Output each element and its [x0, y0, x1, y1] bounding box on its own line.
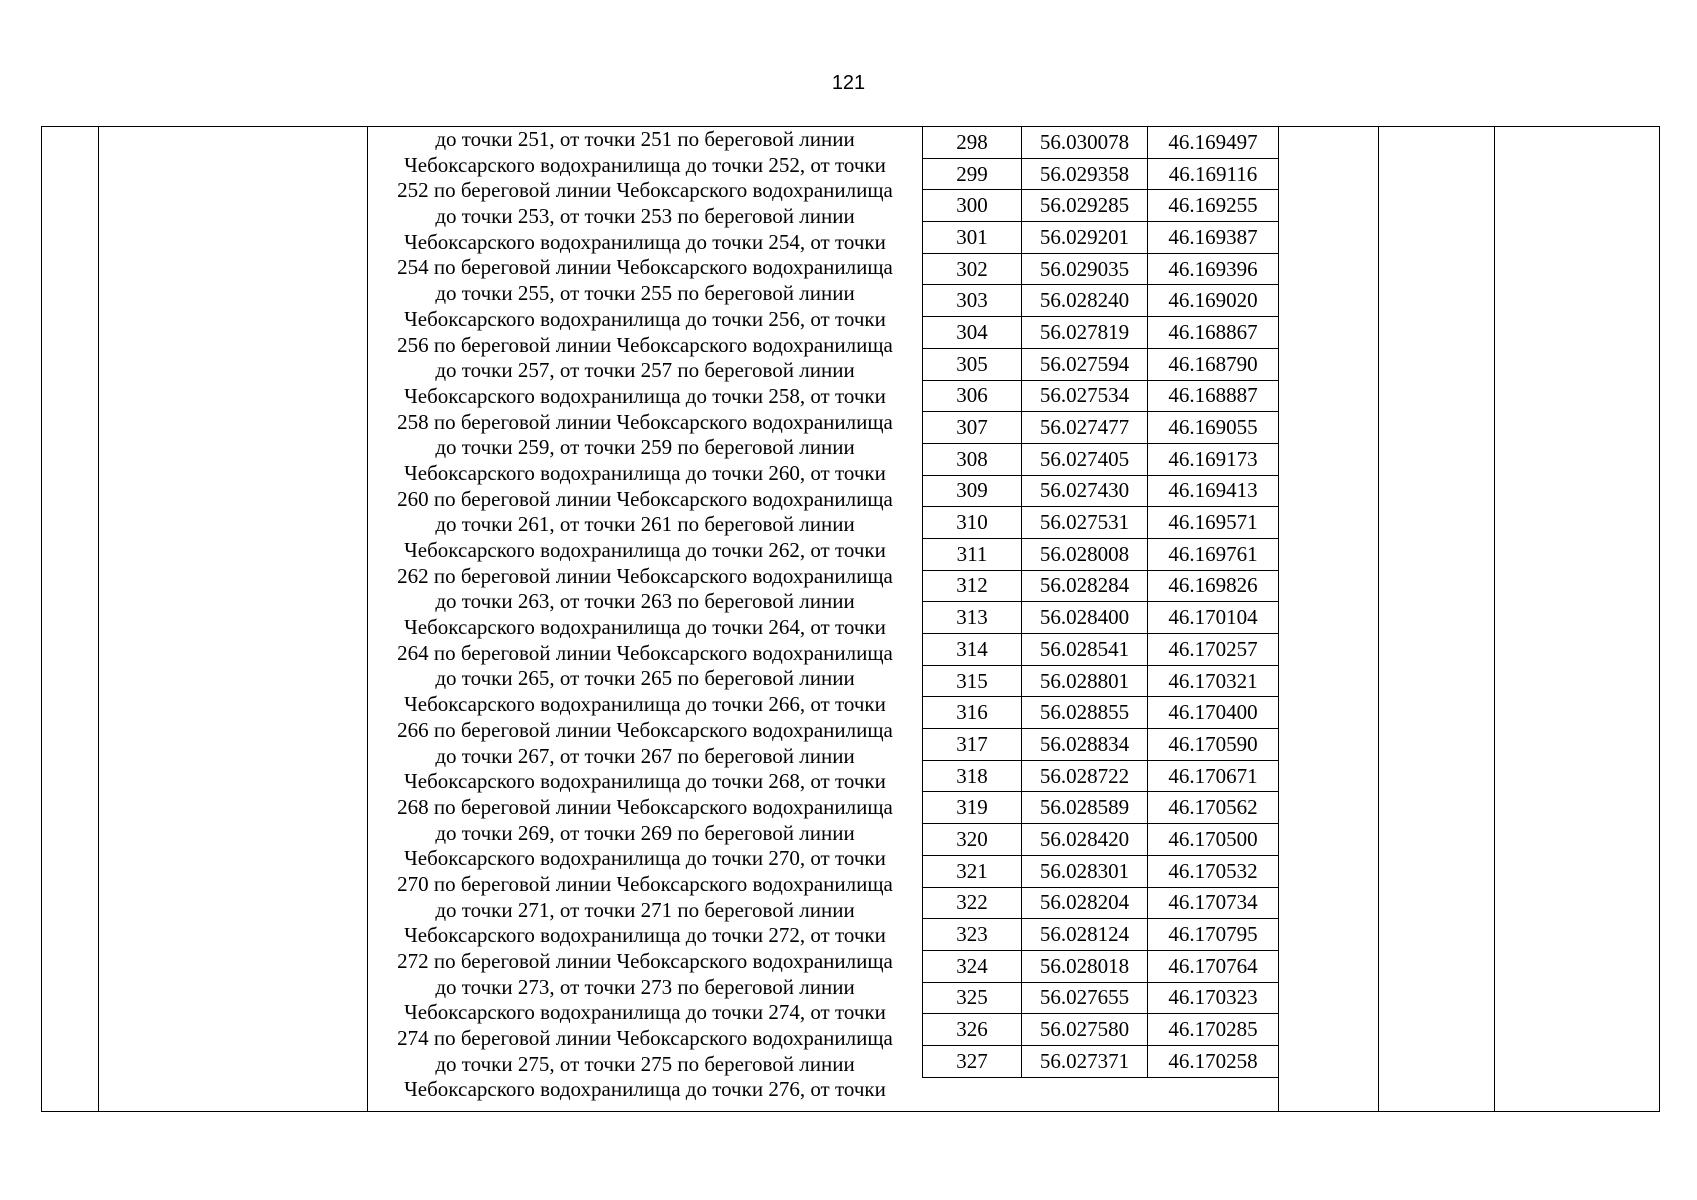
point-number-cell: 313: [923, 602, 1022, 634]
point-number-cell: 315: [923, 665, 1022, 697]
description-line: до точки 261, от точки 261 по береговой линии: [435, 512, 855, 537]
table-row: [923, 570, 1279, 602]
point-number-cell: 311: [923, 538, 1022, 570]
point-number-cell: 298: [923, 127, 1022, 159]
page-number: 121: [831, 72, 866, 94]
latitude-cell: 56.027534: [1022, 380, 1148, 412]
table-row: [923, 507, 1279, 539]
latitude-cell: 56.027594: [1022, 348, 1148, 380]
description-line: до точки 263, от точки 263 по береговой линии: [435, 589, 855, 614]
description-line: Чебоксарского водохранилища до точки 260, от точки: [404, 460, 886, 485]
point-number-cell: 317: [923, 729, 1022, 761]
latitude-cell: 56.028420: [1022, 824, 1148, 856]
point-number-cell: 307: [923, 412, 1022, 444]
longitude-cell: 46.170590: [1148, 729, 1279, 761]
longitude-cell: 46.170258: [1148, 1045, 1279, 1077]
point-number-cell: 299: [923, 158, 1022, 190]
latitude-cell: 56.028400: [1022, 602, 1148, 634]
description-line: Чебоксарского водохранилища до точки 268, от точки: [404, 769, 886, 794]
table-row: [923, 1014, 1279, 1046]
longitude-cell: 46.170532: [1148, 855, 1279, 887]
point-number-cell: 312: [923, 570, 1022, 602]
description-line: Чебоксарского водохранилища до точки 256, от точки: [404, 306, 886, 331]
table-row: [923, 475, 1279, 507]
point-number-cell: 324: [923, 950, 1022, 982]
point-number-cell: 309: [923, 475, 1022, 507]
longitude-cell: 46.169387: [1148, 222, 1279, 254]
point-number-cell: 306: [923, 380, 1022, 412]
description-line: до точки 269, от точки 269 по береговой линии: [435, 820, 855, 845]
table-row: [923, 950, 1279, 982]
latitude-cell: 56.028301: [1022, 855, 1148, 887]
latitude-cell: 56.028589: [1022, 792, 1148, 824]
description-line: Чебоксарского водохранилища до точки 252, от точки: [404, 152, 886, 177]
point-number-cell: 305: [923, 348, 1022, 380]
point-number-cell: 301: [923, 222, 1022, 254]
description-line: Чебоксарского водохранилища до точки 262, от точки: [404, 538, 886, 562]
latitude-cell: 56.028541: [1022, 634, 1148, 666]
table-row: [923, 824, 1279, 856]
point-number-cell: 319: [923, 792, 1022, 824]
description-line: 264 по береговой линии Чебоксарского водохранилища: [397, 640, 893, 665]
point-number-cell: 321: [923, 855, 1022, 887]
longitude-cell: 46.170671: [1148, 760, 1279, 792]
table-row: [923, 729, 1279, 761]
description-line: Чебоксарского водохранилища до точки 276, от точки: [404, 1077, 886, 1102]
latitude-cell: 56.027371: [1022, 1045, 1148, 1077]
description-line: до точки 255, от точки 255 по береговой линии: [435, 281, 855, 306]
table-row: [923, 158, 1279, 190]
table-row: [923, 317, 1279, 349]
table-row: [923, 127, 1279, 159]
longitude-cell: 46.169055: [1148, 412, 1279, 444]
table-row: [923, 190, 1279, 222]
longitude-cell: 46.169173: [1148, 443, 1279, 475]
description-line: 274 по береговой линии Чебоксарского водохранилища: [397, 1026, 893, 1051]
longitude-cell: 46.170285: [1148, 1014, 1279, 1046]
longitude-cell: 46.169396: [1148, 253, 1279, 285]
point-number-cell: 303: [923, 285, 1022, 317]
description-line: до точки 257, от точки 257 по береговой линии: [435, 358, 855, 383]
description-line: Чебоксарского водохранилища до точки 266, от точки: [404, 692, 886, 717]
longitude-cell: 46.170764: [1148, 950, 1279, 982]
table-row: [923, 697, 1279, 729]
table-row: [923, 443, 1279, 475]
latitude-cell: 56.027819: [1022, 317, 1148, 349]
table-row: [923, 412, 1279, 444]
table-row: [923, 887, 1279, 919]
description-line: Чебоксарского водохранилища до точки 272, от точки: [404, 923, 886, 948]
longitude-cell: 46.169761: [1148, 538, 1279, 570]
table-row: [923, 760, 1279, 792]
point-number-cell: 302: [923, 253, 1022, 285]
description-line: до точки 267, от точки 267 по береговой линии: [435, 743, 855, 768]
point-number-cell: 318: [923, 760, 1022, 792]
longitude-cell: 46.170323: [1148, 982, 1279, 1014]
table-row: [923, 919, 1279, 951]
longitude-cell: 46.169497: [1148, 127, 1279, 159]
longitude-cell: 46.170400: [1148, 697, 1279, 729]
latitude-cell: 56.027430: [1022, 475, 1148, 507]
description-line: 256 по береговой линии Чебоксарского водохранилища: [397, 332, 893, 357]
latitude-cell: 56.029285: [1022, 190, 1148, 222]
description-line: Чебоксарского водохранилища до точки 258, от точки: [404, 383, 886, 408]
latitude-cell: 56.028284: [1022, 570, 1148, 602]
point-number-cell: 327: [923, 1045, 1022, 1077]
table-row: [923, 348, 1279, 380]
point-number-cell: 314: [923, 634, 1022, 666]
longitude-cell: 46.169020: [1148, 285, 1279, 317]
table-row: [923, 634, 1279, 666]
longitude-cell: 46.170562: [1148, 792, 1279, 824]
table-row: [923, 982, 1279, 1014]
latitude-cell: 56.028018: [1022, 950, 1148, 982]
latitude-cell: 56.029035: [1022, 253, 1148, 285]
description-line: Чебоксарского водохранилища до точки 270, от точки: [404, 846, 886, 871]
point-number-cell: 320: [923, 824, 1022, 856]
longitude-cell: 46.170500: [1148, 824, 1279, 856]
description-line: 268 по береговой линии Чебоксарского водохранилища: [397, 794, 893, 819]
description-line: 252 по береговой линии Чебоксарского водохранилища: [397, 178, 893, 203]
latitude-cell: 56.028008: [1022, 538, 1148, 570]
description-line: 258 по береговой линии Чебоксарского водохранилища: [397, 409, 893, 434]
longitude-cell: 46.168887: [1148, 380, 1279, 412]
description-line: до точки 251, от точки 251 по береговой линии: [435, 127, 855, 151]
latitude-cell: 56.027655: [1022, 982, 1148, 1014]
point-number-cell: 310: [923, 507, 1022, 539]
latitude-cell: 56.028722: [1022, 760, 1148, 792]
latitude-cell: 56.028801: [1022, 665, 1148, 697]
latitude-cell: 56.027580: [1022, 1014, 1148, 1046]
boundary-description: [368, 127, 922, 1111]
table-row: [923, 1045, 1279, 1077]
table-row: [923, 222, 1279, 254]
latitude-cell: 56.029358: [1022, 158, 1148, 190]
point-number-cell: 325: [923, 982, 1022, 1014]
latitude-cell: 56.028834: [1022, 729, 1148, 761]
description-line: Чебоксарского водохранилища до точки 264, от точки: [404, 615, 886, 640]
table-row: [923, 792, 1279, 824]
point-number-cell: 308: [923, 443, 1022, 475]
table-row: [923, 253, 1279, 285]
table-row: [923, 665, 1279, 697]
description-line: 266 по береговой линии Чебоксарского водохранилища: [397, 717, 893, 742]
longitude-cell: 46.170734: [1148, 887, 1279, 919]
column-divider: [98, 126, 99, 1112]
latitude-cell: 56.028204: [1022, 887, 1148, 919]
longitude-cell: 46.170104: [1148, 602, 1279, 634]
column-divider: [1378, 126, 1379, 1112]
description-line: до точки 271, от точки 271 по береговой линии: [435, 897, 855, 922]
longitude-cell: 46.168867: [1148, 317, 1279, 349]
latitude-cell: 56.028124: [1022, 919, 1148, 951]
longitude-cell: 46.170321: [1148, 665, 1279, 697]
latitude-cell: 56.027531: [1022, 507, 1148, 539]
description-line: до точки 273, от точки 273 по береговой линии: [435, 974, 855, 999]
column-divider: [1494, 126, 1495, 1112]
description-line: 270 по береговой линии Чебоксарского водохранилища: [397, 871, 893, 896]
description-line: 254 по береговой линии Чебоксарского водохранилища: [397, 255, 893, 280]
coordinates-table: [922, 126, 1279, 1078]
description-line: 260 по береговой линии Чебоксарского водохранилища: [397, 486, 893, 511]
latitude-cell: 56.029201: [1022, 222, 1148, 254]
latitude-cell: 56.027477: [1022, 412, 1148, 444]
description-line: до точки 265, от точки 265 по береговой линии: [435, 666, 855, 691]
longitude-cell: 46.169413: [1148, 475, 1279, 507]
latitude-cell: 56.027405: [1022, 443, 1148, 475]
table-row: [923, 285, 1279, 317]
table-row: [923, 538, 1279, 570]
point-number-cell: 326: [923, 1014, 1022, 1046]
longitude-cell: 46.169116: [1148, 158, 1279, 190]
latitude-cell: 56.030078: [1022, 127, 1148, 159]
longitude-cell: 46.169826: [1148, 570, 1279, 602]
latitude-cell: 56.028855: [1022, 697, 1148, 729]
point-number-cell: 322: [923, 887, 1022, 919]
latitude-cell: 56.028240: [1022, 285, 1148, 317]
description-line: до точки 275, от точки 275 по береговой линии: [435, 1051, 855, 1076]
description-line: до точки 259, от точки 259 по береговой линии: [435, 435, 855, 460]
table-row: [923, 602, 1279, 634]
table-row: [923, 380, 1279, 412]
longitude-cell: 46.169255: [1148, 190, 1279, 222]
point-number-cell: 323: [923, 919, 1022, 951]
longitude-cell: 46.170257: [1148, 634, 1279, 666]
description-line: Чебоксарского водохранилища до точки 274, от точки: [404, 1000, 886, 1025]
description-line: до точки 253, от точки 253 по береговой линии: [435, 204, 855, 229]
longitude-cell: 46.169571: [1148, 507, 1279, 539]
description-line: 272 по береговой линии Чебоксарского водохранилища: [397, 949, 893, 973]
longitude-cell: 46.170795: [1148, 919, 1279, 951]
longitude-cell: 46.168790: [1148, 348, 1279, 380]
table-row: [923, 855, 1279, 887]
point-number-cell: 316: [923, 697, 1022, 729]
point-number-cell: 300: [923, 190, 1022, 222]
point-number-cell: 304: [923, 317, 1022, 349]
description-line: Чебоксарского водохранилища до точки 254, от точки: [404, 229, 886, 254]
description-line: 262 по береговой линии Чебоксарского водохранилища: [397, 563, 893, 588]
